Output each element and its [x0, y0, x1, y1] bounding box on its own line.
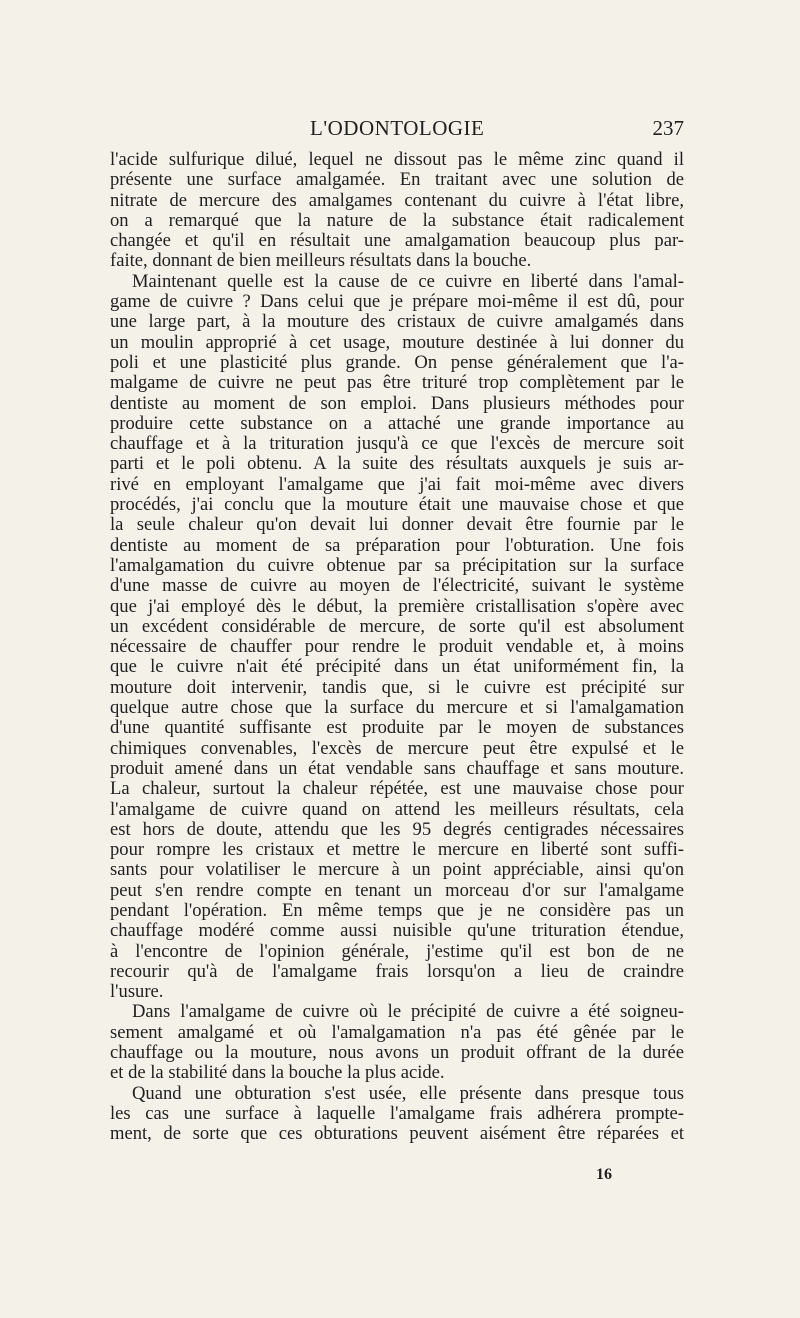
page-number: 237 — [652, 116, 684, 140]
text-line: d'une quantité suffisante est produite par le moyen de substances — [110, 718, 684, 739]
page-header — [110, 116, 684, 144]
text-line: nitrate de mercure des amalgames contenant du cuivre à l'état libre, — [110, 190, 684, 211]
text-line: pour rompre les cristaux et mettre le mercure en liberté sont suffi- — [110, 840, 684, 861]
text-line: l'acide sulfurique dilué, lequel ne dissout pas le même zinc quand il — [110, 150, 684, 170]
text-line: l'amalgamation du cuivre obtenue par sa précipitation sur la surface — [110, 555, 684, 576]
text-line: est hors de doute, attendu que les 95 degrés centigrades nécessaires — [110, 819, 684, 840]
text-line: que j'ai employé dès le début, la première cristallisation s'opère avec — [110, 596, 684, 617]
text-line: game de cuivre ? Dans celui que je prépare moi-même il est dû, pour — [110, 292, 684, 313]
text-line: nécessaire de chauffer pour rendre le produit vendable et, à moins — [110, 637, 684, 658]
text-line: la seule chaleur qu'on devait lui donner devait être fournie par le — [110, 515, 684, 536]
text-line: chauffage et à la trituration jusqu'à ce que l'excès de mercure soit — [110, 434, 684, 455]
text-line: les cas une surface à laquelle l'amalgame frais adhérera prompte- — [110, 1103, 684, 1124]
paragraph-start-line: Dans l'amalgame de cuivre où le précipité de cuivre a été soigneu- — [132, 1002, 684, 1023]
text-line: mouture doit intervenir, tandis que, si le cuivre est précipité sur — [110, 677, 684, 698]
paragraph-start-line: Quand une obturation s'est usée, elle présente dans presque tous — [132, 1083, 684, 1104]
text-line: peut s'en rendre compte en tenant un morceau d'or sur l'amalgame — [110, 880, 684, 901]
body-text — [110, 150, 684, 1145]
paragraph-start-line: Maintenant quelle est la cause de ce cuivre en liberté dans l'amal- — [132, 271, 684, 292]
text-line: rivé en employant l'amalgame que j'ai fait moi-même avec divers — [110, 474, 684, 495]
text-line: et de la stabilité dans la bouche la plus acide. — [110, 1063, 445, 1084]
text-line: procédés, j'ai conclu que la mouture était une mauvaise chose et que — [110, 495, 684, 516]
text-line: l'amalgame de cuivre quand on attend les meilleurs résultats, cela — [110, 799, 684, 820]
running-title: L'ODONTOLOGIE — [310, 116, 485, 140]
text-line: chauffage ou la mouture, nous avons un produit offrant de la durée — [110, 1043, 684, 1064]
text-line: que le cuivre n'ait été précipité dans un état uniformément fin, la — [110, 657, 684, 678]
text-line: dentiste au moment de sa préparation pour l'obturation. Une fois — [110, 535, 684, 556]
text-line: La chaleur, surtout la chaleur répétée, est une mauvaise chose pour — [110, 779, 684, 800]
text-line: on a remarqué que la nature de la substance était radicalement — [110, 210, 684, 231]
text-line: recourir qu'à de l'amalgame frais lorsqu'on a lieu de craindre — [110, 961, 684, 982]
text-line: malgame de cuivre ne peut pas être trituré trop complètement par le — [110, 373, 684, 394]
text-line: sants pour volatiliser le mercure à un point appréciable, ainsi qu'on — [110, 860, 684, 881]
text-line: produire cette substance on a attaché une grande importance au — [110, 413, 684, 434]
text-line: présente une surface amalgamée. En traitant avec une solution de — [110, 170, 684, 191]
text-line: à l'encontre de l'opinion générale, j'estime qu'il est bon de ne — [110, 941, 684, 962]
text-line: ment, de sorte que ces obturations peuvent aisément être réparées et — [110, 1124, 684, 1145]
signature-mark: 16 — [596, 1166, 612, 1183]
text-line: chauffage modéré comme aussi nuisible qu'une trituration étendue, — [110, 921, 684, 942]
text-line: faite, donnant de bien meilleurs résultats dans la bouche. — [110, 251, 532, 272]
text-line: une large part, à la mouture des cristaux de cuivre amalgamés dans — [110, 312, 684, 333]
text-line: dentiste au moment de son emploi. Dans plusieurs méthodes pour — [110, 393, 684, 414]
text-line: poli et une plasticité plus grande. On pense généralement que l'a- — [110, 352, 684, 373]
text-line: l'usure. — [110, 982, 164, 1003]
text-line: parti et le poli obtenu. A la suite des résultats auxquels je suis ar- — [110, 454, 684, 475]
text-line: chimiques convenables, l'excès de mercure peut être expulsé et le — [110, 738, 684, 759]
text-line: produit amené dans un état vendable sans chauffage et sans mouture. — [110, 758, 684, 779]
text-line: un excédent considérable de mercure, de sorte qu'il est absolument — [110, 616, 684, 637]
text-line: changée et qu'il en résultait une amalgamation beaucoup plus par- — [110, 231, 684, 252]
text-line: sement amalgamé et où l'amalgamation n'a pas été gênée par le — [110, 1022, 684, 1043]
text-line: pendant l'opération. En même temps que je ne considère pas un — [110, 900, 684, 921]
text-line: quelque autre chose que la surface du mercure et si l'amalgamation — [110, 698, 684, 719]
text-line: un moulin approprié à cet usage, mouture destinée à lui donner du — [110, 332, 684, 353]
text-line: d'une masse de cuivre au moyen de l'électricité, suivant le système — [110, 576, 684, 597]
